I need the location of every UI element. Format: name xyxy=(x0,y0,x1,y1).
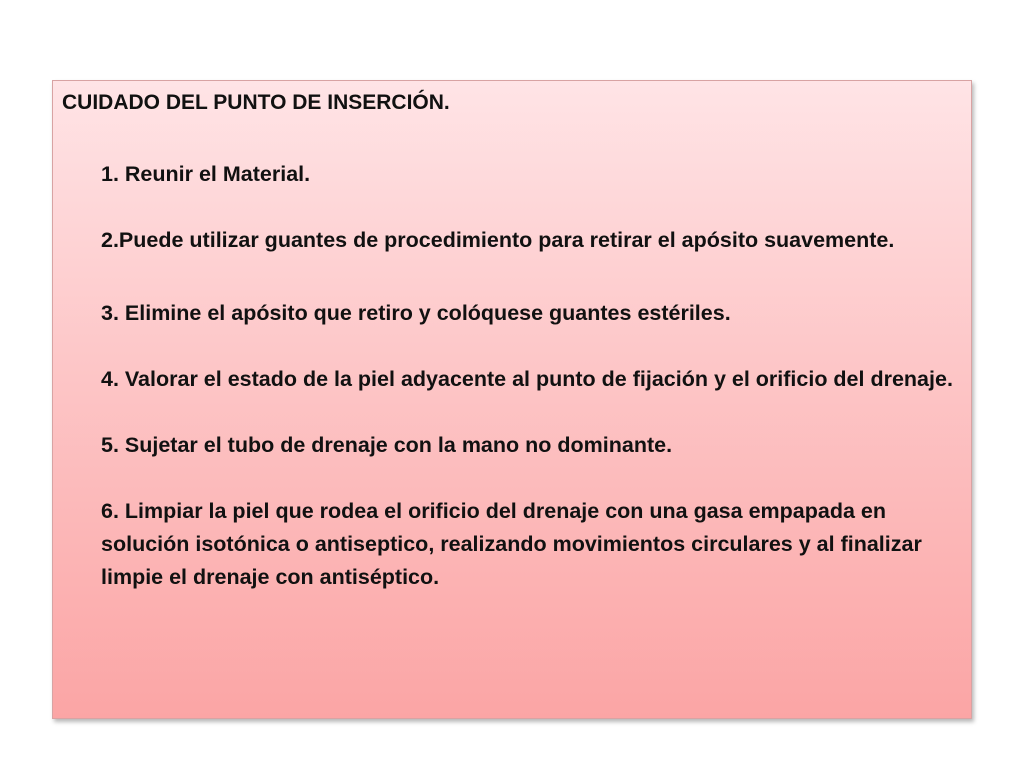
step-1: 1. Reunir el Material. xyxy=(101,162,311,186)
step-5: 5. Sujetar el tubo de drenaje con la mano no dominante. xyxy=(101,433,673,457)
step-4: 4. Valorar el estado de la piel adyacente al punto de fijación y el orificio del drenaje. xyxy=(101,367,953,391)
steps-list xyxy=(101,158,961,594)
step-3: 3. Elimine el apósito que retiro y colóquese guantes estériles. xyxy=(101,301,731,325)
content-card xyxy=(52,80,972,719)
step-6: 6. Limpiar la piel que rodea el orificio del drenaje con una gasa empapada en solución isotónica o antiseptico, realizando movimientos circulares y al finalizar limpie el drenaje con antiséptico. xyxy=(101,499,922,589)
step-2: 2.Puede utilizar guantes de procedimiento para retirar el apósito suavemente. xyxy=(101,228,895,252)
slide-title: CUIDADO DEL PUNTO DE INSERCIÓN. xyxy=(62,91,450,114)
